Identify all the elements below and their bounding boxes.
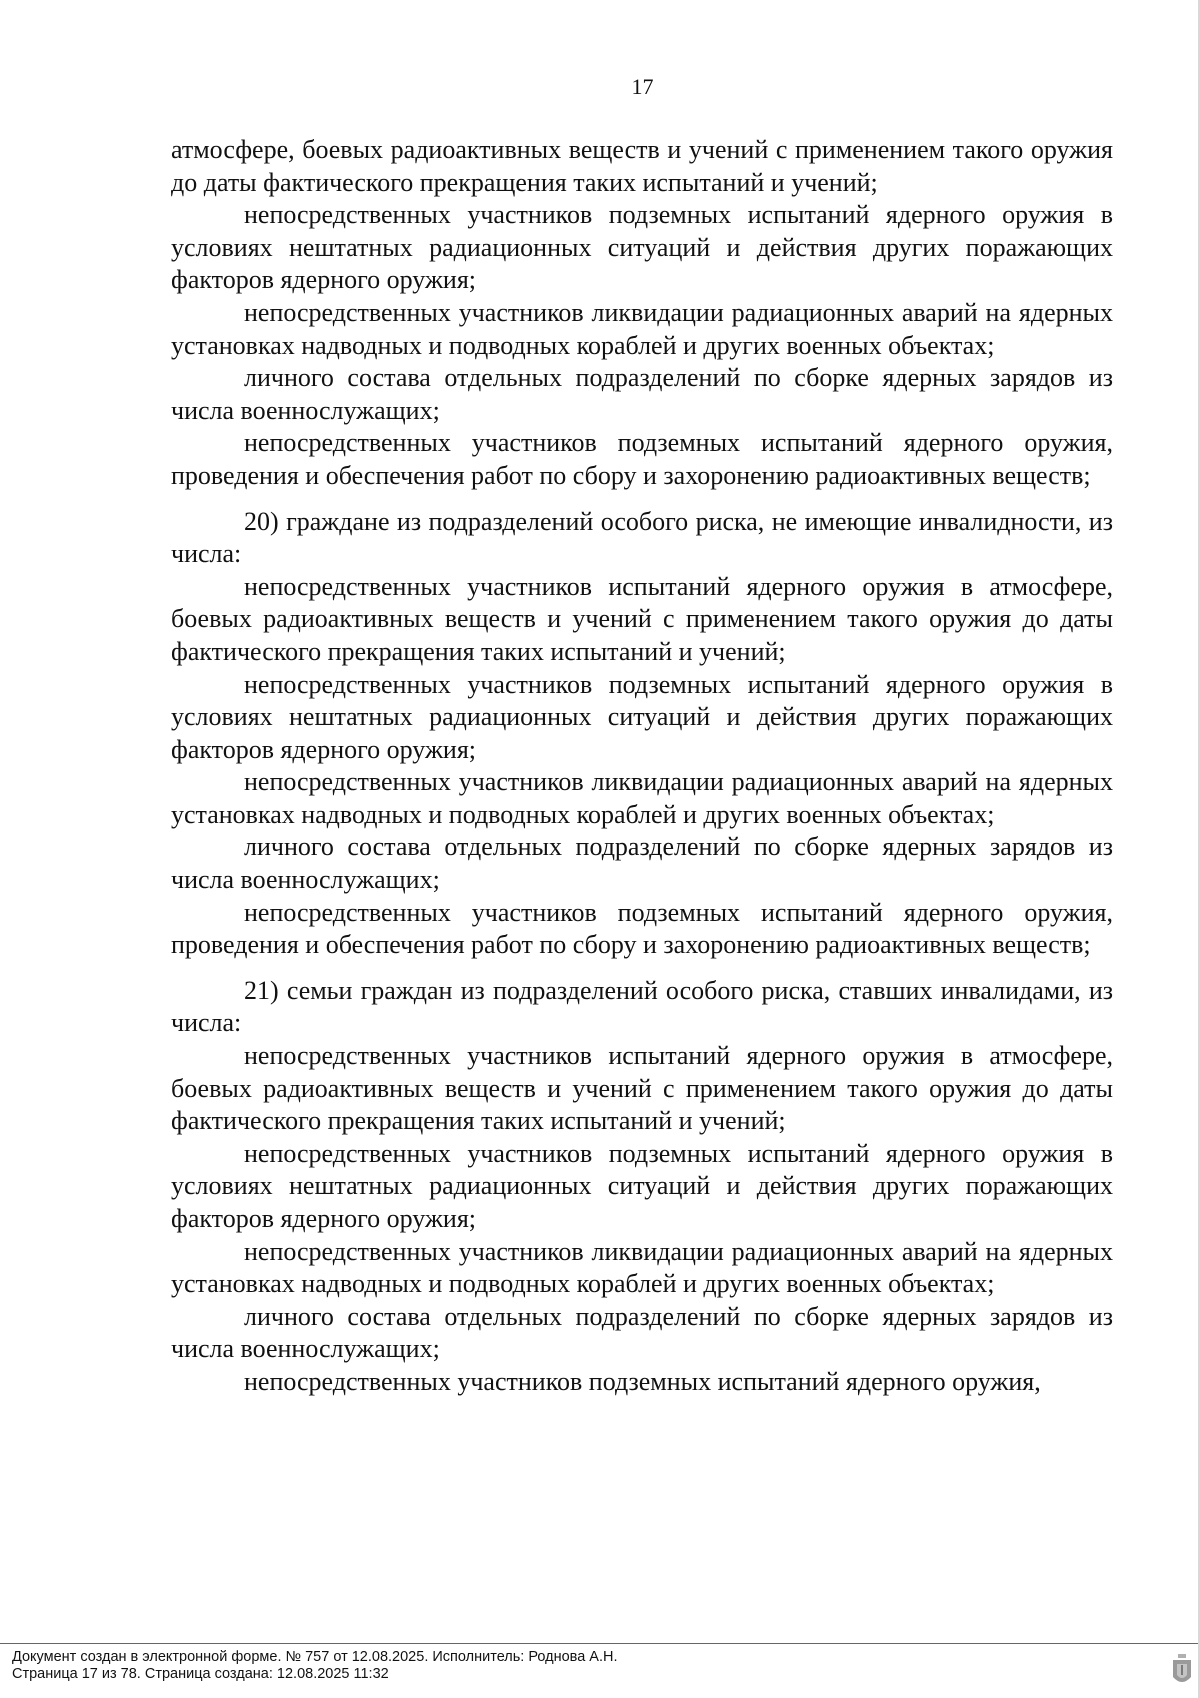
paragraph: непосредственных участников испытаний ядерного оружия в атмосфере, боевых радиоактивных веществ и учений с применением такого оружия до даты фактического прекращения таких испытаний и учений; — [171, 1041, 1113, 1136]
paragraph: непосредственных участников подземных испытаний ядерного оружия, — [244, 1366, 1041, 1396]
paragraph: непосредственных участников ликвидации радиационных аварий на ядерных установках надводных и подводных кораблей и других военных объектах; — [171, 767, 1113, 829]
paragraph: непосредственных участников подземных испытаний ядерного оружия в условиях нештатных радиационных ситуаций и действия других поражающих факторов ядерного оружия; — [171, 1138, 1113, 1233]
paragraph: непосредственных участников ликвидации радиационных аварий на ядерных установках надводных и подводных кораблей и других военных объектах; — [171, 1236, 1113, 1299]
paragraph: непосредственных участников подземных испытаний ядерного оружия в условиях нештатных радиационных ситуаций и действия других поражающих факторов ядерного оружия; — [171, 669, 1113, 764]
document-footer — [12, 1649, 618, 1683]
paragraph: непосредственных участников подземных испытаний ядерного оружия в условиях нештатных радиационных ситуаций и действия других поражающих факторов ядерного оружия; — [171, 200, 1113, 295]
paragraph: непосредственных участников подземных испытаний ядерного оружия, проведения и обеспечения работ по сбору и захоронению радиоактивных веществ; — [171, 428, 1113, 490]
paragraph: личного состава отдельных подразделений по сборке ядерных зарядов из числа военнослужащих; — [171, 832, 1113, 895]
footer-line-document-info: Документ создан в электронной форме. № 757 от 12.08.2025. Исполнитель: Роднова А.Н. — [12, 1649, 618, 1665]
document-body — [171, 134, 1113, 1399]
paragraph: непосредственных участников ликвидации радиационных аварий на ядерных установках надводных и подводных кораблей и других военных объектах; — [171, 297, 1113, 360]
footer-divider — [0, 1643, 1198, 1644]
paragraph: непосредственных участников подземных испытаний ядерного оружия, проведения и обеспечения работ по сбору и захоронению радиоактивных веществ; — [171, 897, 1113, 960]
paragraph: личного состава отдельных подразделений по сборке ядерных зарядов из числа военнослужащих; — [171, 363, 1113, 425]
paragraph: непосредственных участников испытаний ядерного оружия в атмосфере, боевых радиоактивных веществ и учений с применением такого оружия до даты фактического прекращения таких испытаний и учений; — [171, 571, 1113, 666]
coat-of-arms-icon — [1171, 1653, 1193, 1687]
footer-line-page-info: Страница 17 из 78. Страница создана: 12.08.2025 11:32 — [12, 1666, 389, 1682]
paragraph: атмосфере, боевых радиоактивных веществ и учений с применением такого оружия до даты фактического прекращения таких испытаний и учений; — [171, 135, 1113, 197]
paragraph: личного состава отдельных подразделений по сборке ядерных зарядов из числа военнослужащих; — [171, 1301, 1113, 1364]
list-item-21: 21) семьи граждан из подразделений особого риска, ставших инвалидами, из числа: — [171, 975, 1113, 1038]
page-number: 17 — [631, 74, 654, 99]
list-item-20: 20) граждане из подразделений особого риска, не имеющие инвалидности, из числа: — [171, 506, 1113, 569]
